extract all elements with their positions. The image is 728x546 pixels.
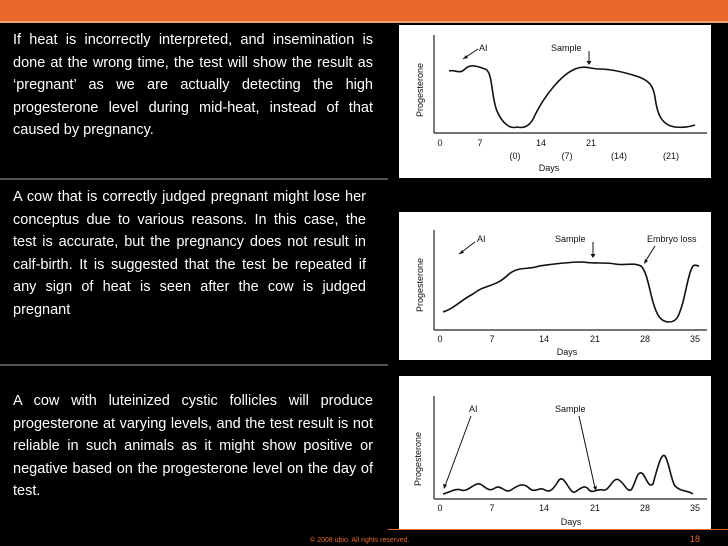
arrowhead: [644, 259, 648, 264]
annotation-arrow: [445, 416, 471, 486]
annotation-ai: AI: [469, 404, 478, 414]
annotation-sample: Sample: [551, 43, 582, 53]
x-subtick: (14): [610, 151, 628, 161]
progesterone-curve: [443, 455, 693, 494]
annotation-ai: AI: [477, 234, 486, 244]
y-axis-label: Progesterone: [415, 257, 425, 312]
x-tick: 21: [589, 334, 601, 344]
x-subtick: (21): [662, 151, 680, 161]
x-axis-label: Days: [538, 163, 560, 173]
footer-copyright: © 2008 ubio. All rights reserved.: [310, 537, 410, 544]
annotation-arrow: [645, 246, 655, 262]
arrowhead: [591, 254, 596, 258]
x-axis-label: Days: [556, 347, 578, 357]
x-tick: 14: [535, 138, 547, 148]
x-tick: 14: [538, 503, 550, 513]
annotation-sample: Sample: [555, 404, 586, 414]
x-tick: 7: [489, 334, 495, 344]
section-divider: [0, 364, 388, 366]
chart-wrong-timing: [399, 25, 711, 178]
paragraph-cystic-follicles: A cow with luteinized cystic follicles will produce progesterone at varying levels, and the test result is not reliable in such animals as it might show positive or negative based on the progesterone level on the day of test.: [13, 393, 373, 499]
x-tick: 28: [639, 503, 651, 513]
x-tick: 21: [585, 138, 597, 148]
annotation-embryo-loss: Embryo loss: [647, 234, 697, 244]
x-tick: 35: [689, 334, 701, 344]
x-tick: 0: [437, 503, 443, 513]
x-tick: 0: [437, 334, 443, 344]
chart-embryo-loss: [399, 212, 711, 360]
chart-cystic-follicles: [399, 376, 711, 529]
annotation-arrow: [579, 416, 595, 488]
x-tick: 21: [589, 503, 601, 513]
x-subtick: (0): [509, 151, 521, 161]
arrowhead: [587, 61, 592, 65]
progesterone-curve: [449, 66, 695, 128]
paragraph-embryo-loss: A cow that is correctly judged pregnant might lose her conceptus due to various reasons. In this case, the test is accurate, but the pregnancy does not result in calf-birth. It is suggested that the test be repeated if any sign of heat is seen after the cow is judged pregnant: [13, 189, 366, 318]
annotation-sample: Sample: [555, 234, 586, 244]
progesterone-curve: [443, 262, 699, 322]
section-divider: [0, 178, 388, 180]
y-axis-label: Progesterone: [415, 62, 425, 117]
top-accent-bar: [0, 0, 728, 21]
x-tick: 28: [639, 334, 651, 344]
x-axis-label: Days: [560, 517, 582, 527]
y-axis-label: Progesterone: [413, 431, 423, 486]
top-accent-divider: [0, 21, 728, 23]
annotation-ai: AI: [479, 43, 488, 53]
x-tick: 7: [489, 503, 495, 513]
x-tick: 14: [538, 334, 550, 344]
x-subtick: (7): [561, 151, 573, 161]
arrowhead: [443, 484, 447, 489]
footer-divider: [388, 529, 728, 530]
paragraph-wrong-timing: If heat is incorrectly interpreted, and insemination is done at the wrong time, the test will show the result as ‘pregnant’ as we are actually detecting the high progesterone level during mid-heat, instead of that caused by pregnancy.: [13, 32, 373, 138]
page-number: 18: [690, 534, 701, 544]
x-tick: 7: [477, 138, 483, 148]
x-tick: 35: [689, 503, 701, 513]
x-tick: 0: [437, 138, 443, 148]
